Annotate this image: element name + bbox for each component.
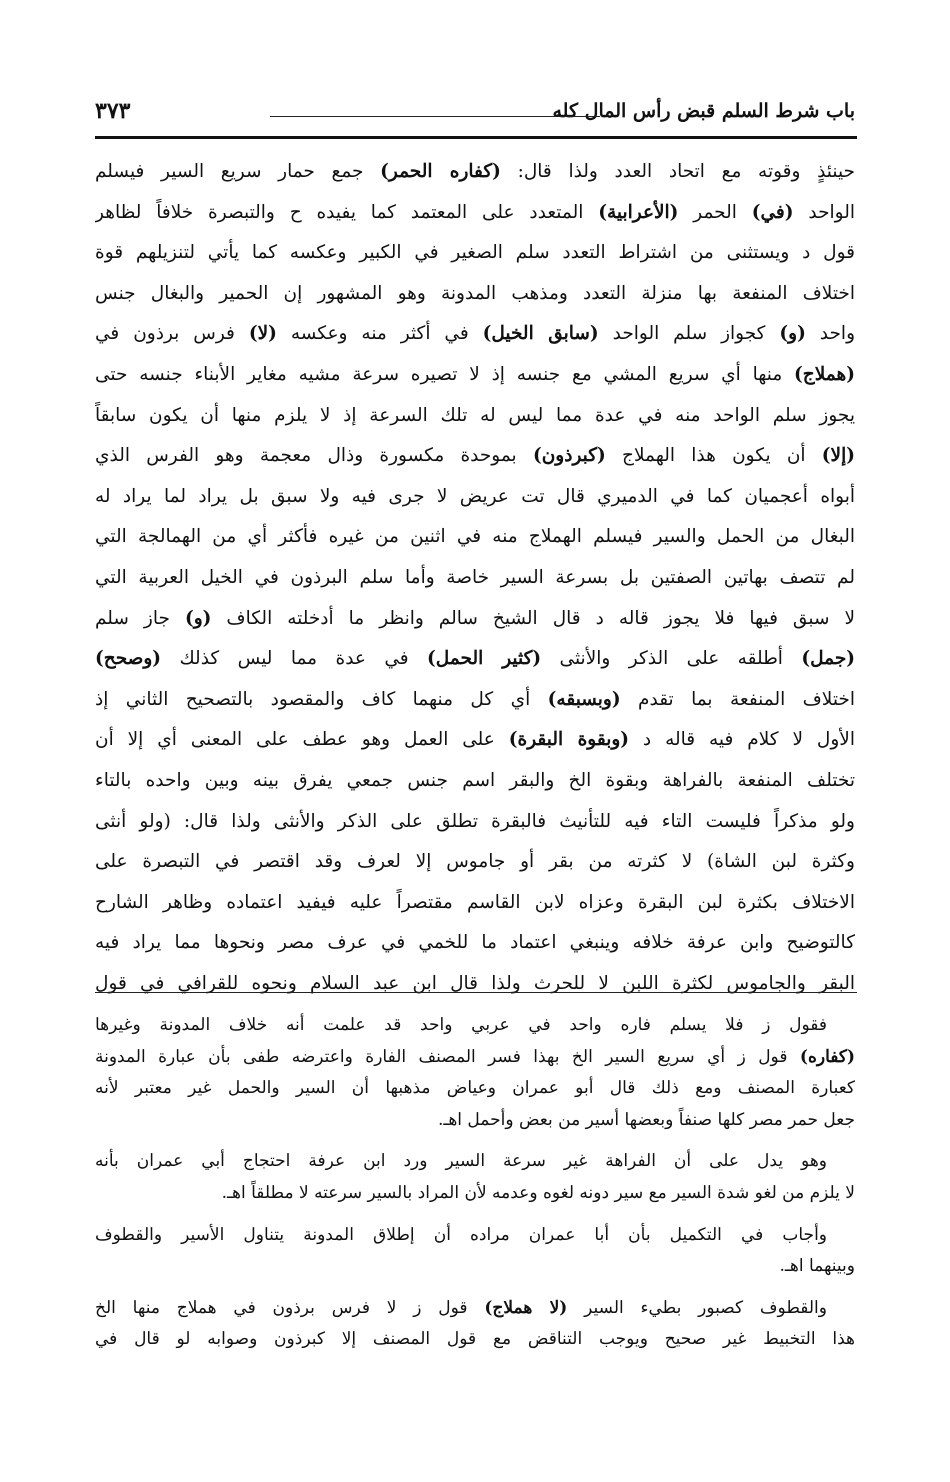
text-line: (إلا) أن يكون هذا الهملاج (كبرذون) بموحدة مكسورة وذال معجمة وهو الفرس الذي [95,445,855,467]
bold-term: (إلا) [821,445,855,467]
footnote-line: وهو يدل على أن الفراهة غير سرعة السير ورد ابن عرفة احتجاج أبي عمران بأنه [95,1151,827,1172]
bold-term: (كبرذون) [532,445,606,467]
footnote-line: (كفاره) قول ز أي سريع السير الخ بهذا فسر المصنف الفارة واعترضه طفى بأن عبارة المدونة [95,1046,855,1067]
bold-term: (لا) [248,323,277,345]
text-line: واحد (و) كجواز سلم الواحد (سابق الخيل) في أكثر منه وعكسه (لا) فرس برذون في [95,323,855,345]
footnote-line: لا يلزم من لغو شدة السير مع سير دونه لغوه وعدمه لأن المراد بالسير سرعته لا مطلقاً اهـ. [221,1182,855,1203]
text-line: (هملاج) منها أي سريع المشي مع جنسه إذ لا تصيره سرعة مشيه مغاير الأبناء جنسه حتى [95,363,855,385]
text-line: الأول لا كلام فيه قاله د (وبقوة البقرة) على العمل وهو عطف على المعنى أي إلا أن [95,729,855,751]
text-line: أبواه أعجميان كما في الدميري قال تت عريض لا جرى فيه ولا سبق بل يراد لما يراد له [95,485,855,507]
bold-term: (و) [779,323,806,345]
footnote-line: جعل حمر مصر كلها صنفاً وبعضها أسير من بعض وأحمل اهـ. [437,1109,855,1130]
text-line: البقر والجاموس لكثرة اللبن لا للحرث ولذا قال ابن عبد السلام ونحوه للقرافي في قول [95,972,855,994]
running-header [95,98,855,132]
bold-term: (الأعرابية) [598,201,679,223]
main-text-body [95,152,855,1004]
bold-term: (و) [184,607,212,629]
page-number: ٣٧٣ [95,98,131,124]
text-line: وكثرة لبن الشاة) لا كثرته من بقر أو جاموس إلا لعرف وقد اقتصر في التبصرة على [95,851,855,873]
bold-term: (كفاره الحمر) [380,161,501,182]
text-line: حينئذٍ وقوته مع اتحاد العدد ولذا قال: (كفاره الحمر) جمع حمار سريع السير فيسلم [95,161,855,182]
text-line: لم تتصف بهاتين الصفتين بل بسرعة السير خاصة وأما سلم البرذون في الخيل العربية التي [95,566,855,588]
footnote-line: هذا التخبيط غير صحيح ويوجب التناقض مع قول المصنف إلا كبرذون وصوابه لو قال في [95,1329,855,1350]
text-line: تختلف المنفعة بالفراهة وبقوة الخ والبقر اسم جنس جمعي يفرق بينه وبين واحده بالتاء [95,769,855,791]
text-line: اختلاف المنفعة بما تقدم (وبسبقه) أي كل منهما كاف والمقصود بالتصحيح الثاني إذ [95,688,855,710]
footnote-line: وأجاب في التكميل بأن أبا عمران مراده أن إطلاق المدونة يتناول الأسير والقطوف [95,1224,827,1245]
bold-term: (في) [751,201,794,223]
text-line: قول د ويستثنى من اشتراط التعدد سلم الصغير في الكبير وعكسه كما يأتي لتنزيلهم قوة [95,242,855,264]
text-line: (جمل) أطلقه على الذكر والأنثى (كثير الحمل) في عدة مما ليس كذلك (وصحح) [95,648,855,670]
footnote-line: كعبارة المصنف ومع ذلك قال أبو عمران وعياض مذهبها أن السير والحمل غير معتبر لأنه [95,1078,855,1099]
text-line: الواحد (في) الحمر (الأعرابية) المتعدد على المعتمد كما يفيده ح والتبصرة خلافاً لظاهر [95,201,855,223]
text-line: ولو مذكراً فليست التاء فيه للتأنيث فالبقرة تطلق على الذكر والأنثى ولذا قال: (ولو أنثى [95,810,855,832]
footnote-paragraph [95,1146,855,1209]
chapter-title: باب شرط السلم قبض رأس المال كله [552,100,855,122]
bold-term: (وصحح) [95,648,162,670]
footnotes-section [95,1010,855,1366]
footnote-paragraph [95,1293,855,1356]
text-line: كالتوضيح وابن عرفة خلافه وينبغي اعتماد ما للخمي في عرف مصر ونحوها مما يراد فيه [95,932,855,954]
bold-term: (سابق الخيل) [482,323,599,345]
footnote-separator [95,992,857,993]
bold-term: (وبقوة البقرة) [508,729,630,751]
footnote-line: وبينهما اهـ. [779,1256,855,1277]
text-line: يجوز سلم الواحد منه في عدة مما ليس له تلك السرعة إذ لا يلزم منها أن يكون سابقاً [95,404,855,426]
bold-term: (جمل) [801,648,855,670]
header-dash-line [270,116,600,117]
footnote-paragraph [95,1220,855,1283]
bold-term: (كثير الحمل) [427,648,542,670]
text-line: لا سبق فيها فلا يجوز قاله د قال الشيخ سالم وانظر ما أدخلته الكاف (و) جاز سلم [95,607,855,629]
text-line: الاختلاف بكثرة لبن البقرة وعزاه لابن القاسم مقتصراً عليه فيفيد اعتماده وظاهر الشارح [95,891,855,913]
footnote-line: فقول ز فلا يسلم فاره واحد في عربي واحد قد علمت أنه خلاف المدونة وغيرها [95,1015,827,1035]
bold-term: (هملاج) [794,363,855,385]
footnote-line: والقطوف كصبور بطيء السير (لا هملاج) قول ز لا فرس برذون في هملاج منها الخ [95,1297,827,1318]
text-line: البغال من الحمل والسير فيسلم الهملاج منه في اثنين من غيره فأكثر أي من الهمالجة التي [95,526,855,548]
footnote-paragraph [95,1010,855,1136]
header-rule [95,136,857,139]
bold-term: (لا هملاج) [484,1297,568,1318]
text-line: اختلاف المنفعة بها منزلة التعدد ومذهب المدونة وهو المشهور إن الحمير والبغال جنس [95,282,855,304]
bold-term: (كفاره) [799,1046,855,1067]
bold-term: (وبسبقه) [547,688,621,710]
